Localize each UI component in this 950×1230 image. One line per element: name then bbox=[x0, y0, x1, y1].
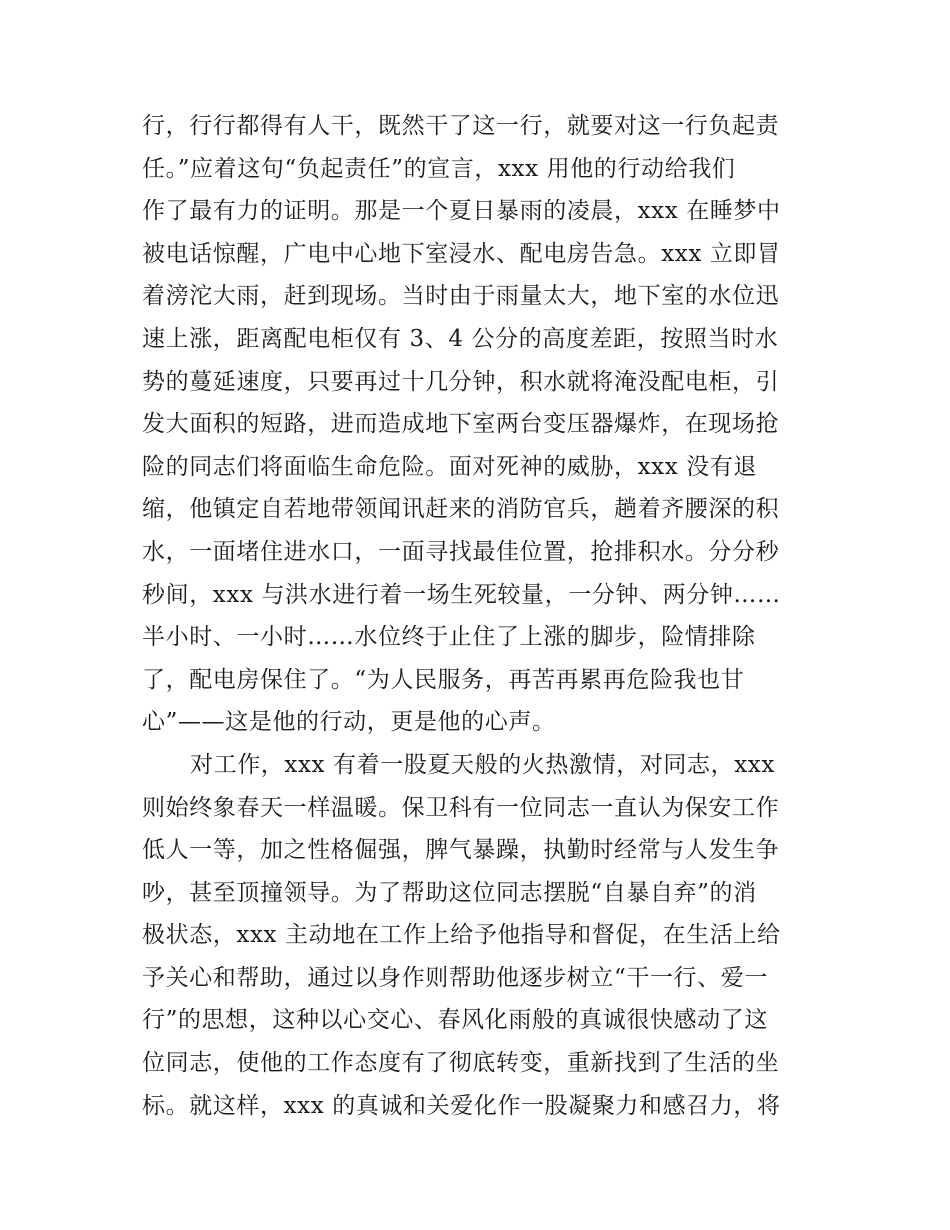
text-line: 位同志，使他的工作态度有了彻底转变，重新找到了生活的坐 bbox=[142, 1050, 780, 1077]
text-line: 势的蔓延速度，只要再过十几分钟，积水就将淹没配电柜，引 bbox=[142, 368, 780, 395]
text-line: 予关心和帮助，通过以身作则帮助他逐步树立“干一行、爱一 bbox=[142, 964, 768, 991]
text-line: 则始终象春天一样温暖。保卫科有一位同志一直认为保安工作 bbox=[142, 794, 780, 821]
text-line: 了，配电房保住了。“为人民服务，再苦再累再危险我也甘 bbox=[142, 666, 745, 693]
body-text bbox=[142, 105, 822, 1127]
text-line: 缩，他镇定自若地带领闻讯赶来的消防官兵，趟着齐腰深的积 bbox=[142, 496, 780, 523]
text-line: 心”——这是他的行动，更是他的心声。 bbox=[142, 709, 556, 736]
text-line: 秒间，xxx 与洪水进行着一场生死较量，一分钟、两分钟…… bbox=[142, 581, 781, 608]
text-line: 被电话惊醒，广电中心地下室浸水、配电房告急。xxx 立即冒 bbox=[142, 240, 781, 267]
text-line: 半小时、一小时……水位终于止住了上涨的脚步，险情排除 bbox=[142, 624, 756, 651]
text-line: 作了最有力的证明。那是一个夏日暴雨的凌晨，xxx 在睡梦中 bbox=[142, 198, 781, 225]
text-line: 行”的思想，这种以心交心、春风化雨般的真诚很快感动了这 bbox=[142, 1007, 768, 1034]
text-line: 极状态，xxx 主动地在工作上给予他指导和督促，在生活上给 bbox=[142, 922, 781, 949]
text-line: 对工作，xxx 有着一股夏天般的火热激情，对同志，xxx bbox=[190, 751, 775, 778]
text-line: 任。”应着这句“负起责任”的宣言，xxx 用他的行动给我们 bbox=[142, 155, 736, 182]
text-line: 险的同志们将面临生命危险。面对死神的威胁，xxx 没有退 bbox=[142, 453, 758, 480]
paragraph bbox=[142, 744, 822, 1127]
text-line: 低人一等，加之性格倔强，脾气暴躁，执勤时经常与人发生争 bbox=[142, 837, 780, 864]
text-line: 着滂沱大雨，赶到现场。当时由于雨量太大，地下室的水位迅 bbox=[142, 283, 780, 310]
paragraph bbox=[142, 105, 822, 744]
text-line: 速上涨，距离配电柜仅有 3、4 公分的高度差距，按照当时水 bbox=[142, 325, 779, 352]
text-line: 标。就这样，xxx 的真诚和关爱化作一股凝聚力和感召力，将 bbox=[142, 1092, 781, 1119]
text-line: 行，行行都得有人干，既然干了这一行，就要对这一行负起责 bbox=[142, 113, 780, 139]
text-line: 发大面积的短路，进而造成地下室两台变压器爆炸，在现场抢 bbox=[142, 411, 780, 438]
text-line: 水，一面堵住进水口，一面寻找最佳位置，抢排积水。分分秒 bbox=[142, 538, 780, 565]
text-line: 吵，甚至顶撞领导。为了帮助这位同志摆脱“自暴自弃”的消 bbox=[142, 879, 757, 906]
